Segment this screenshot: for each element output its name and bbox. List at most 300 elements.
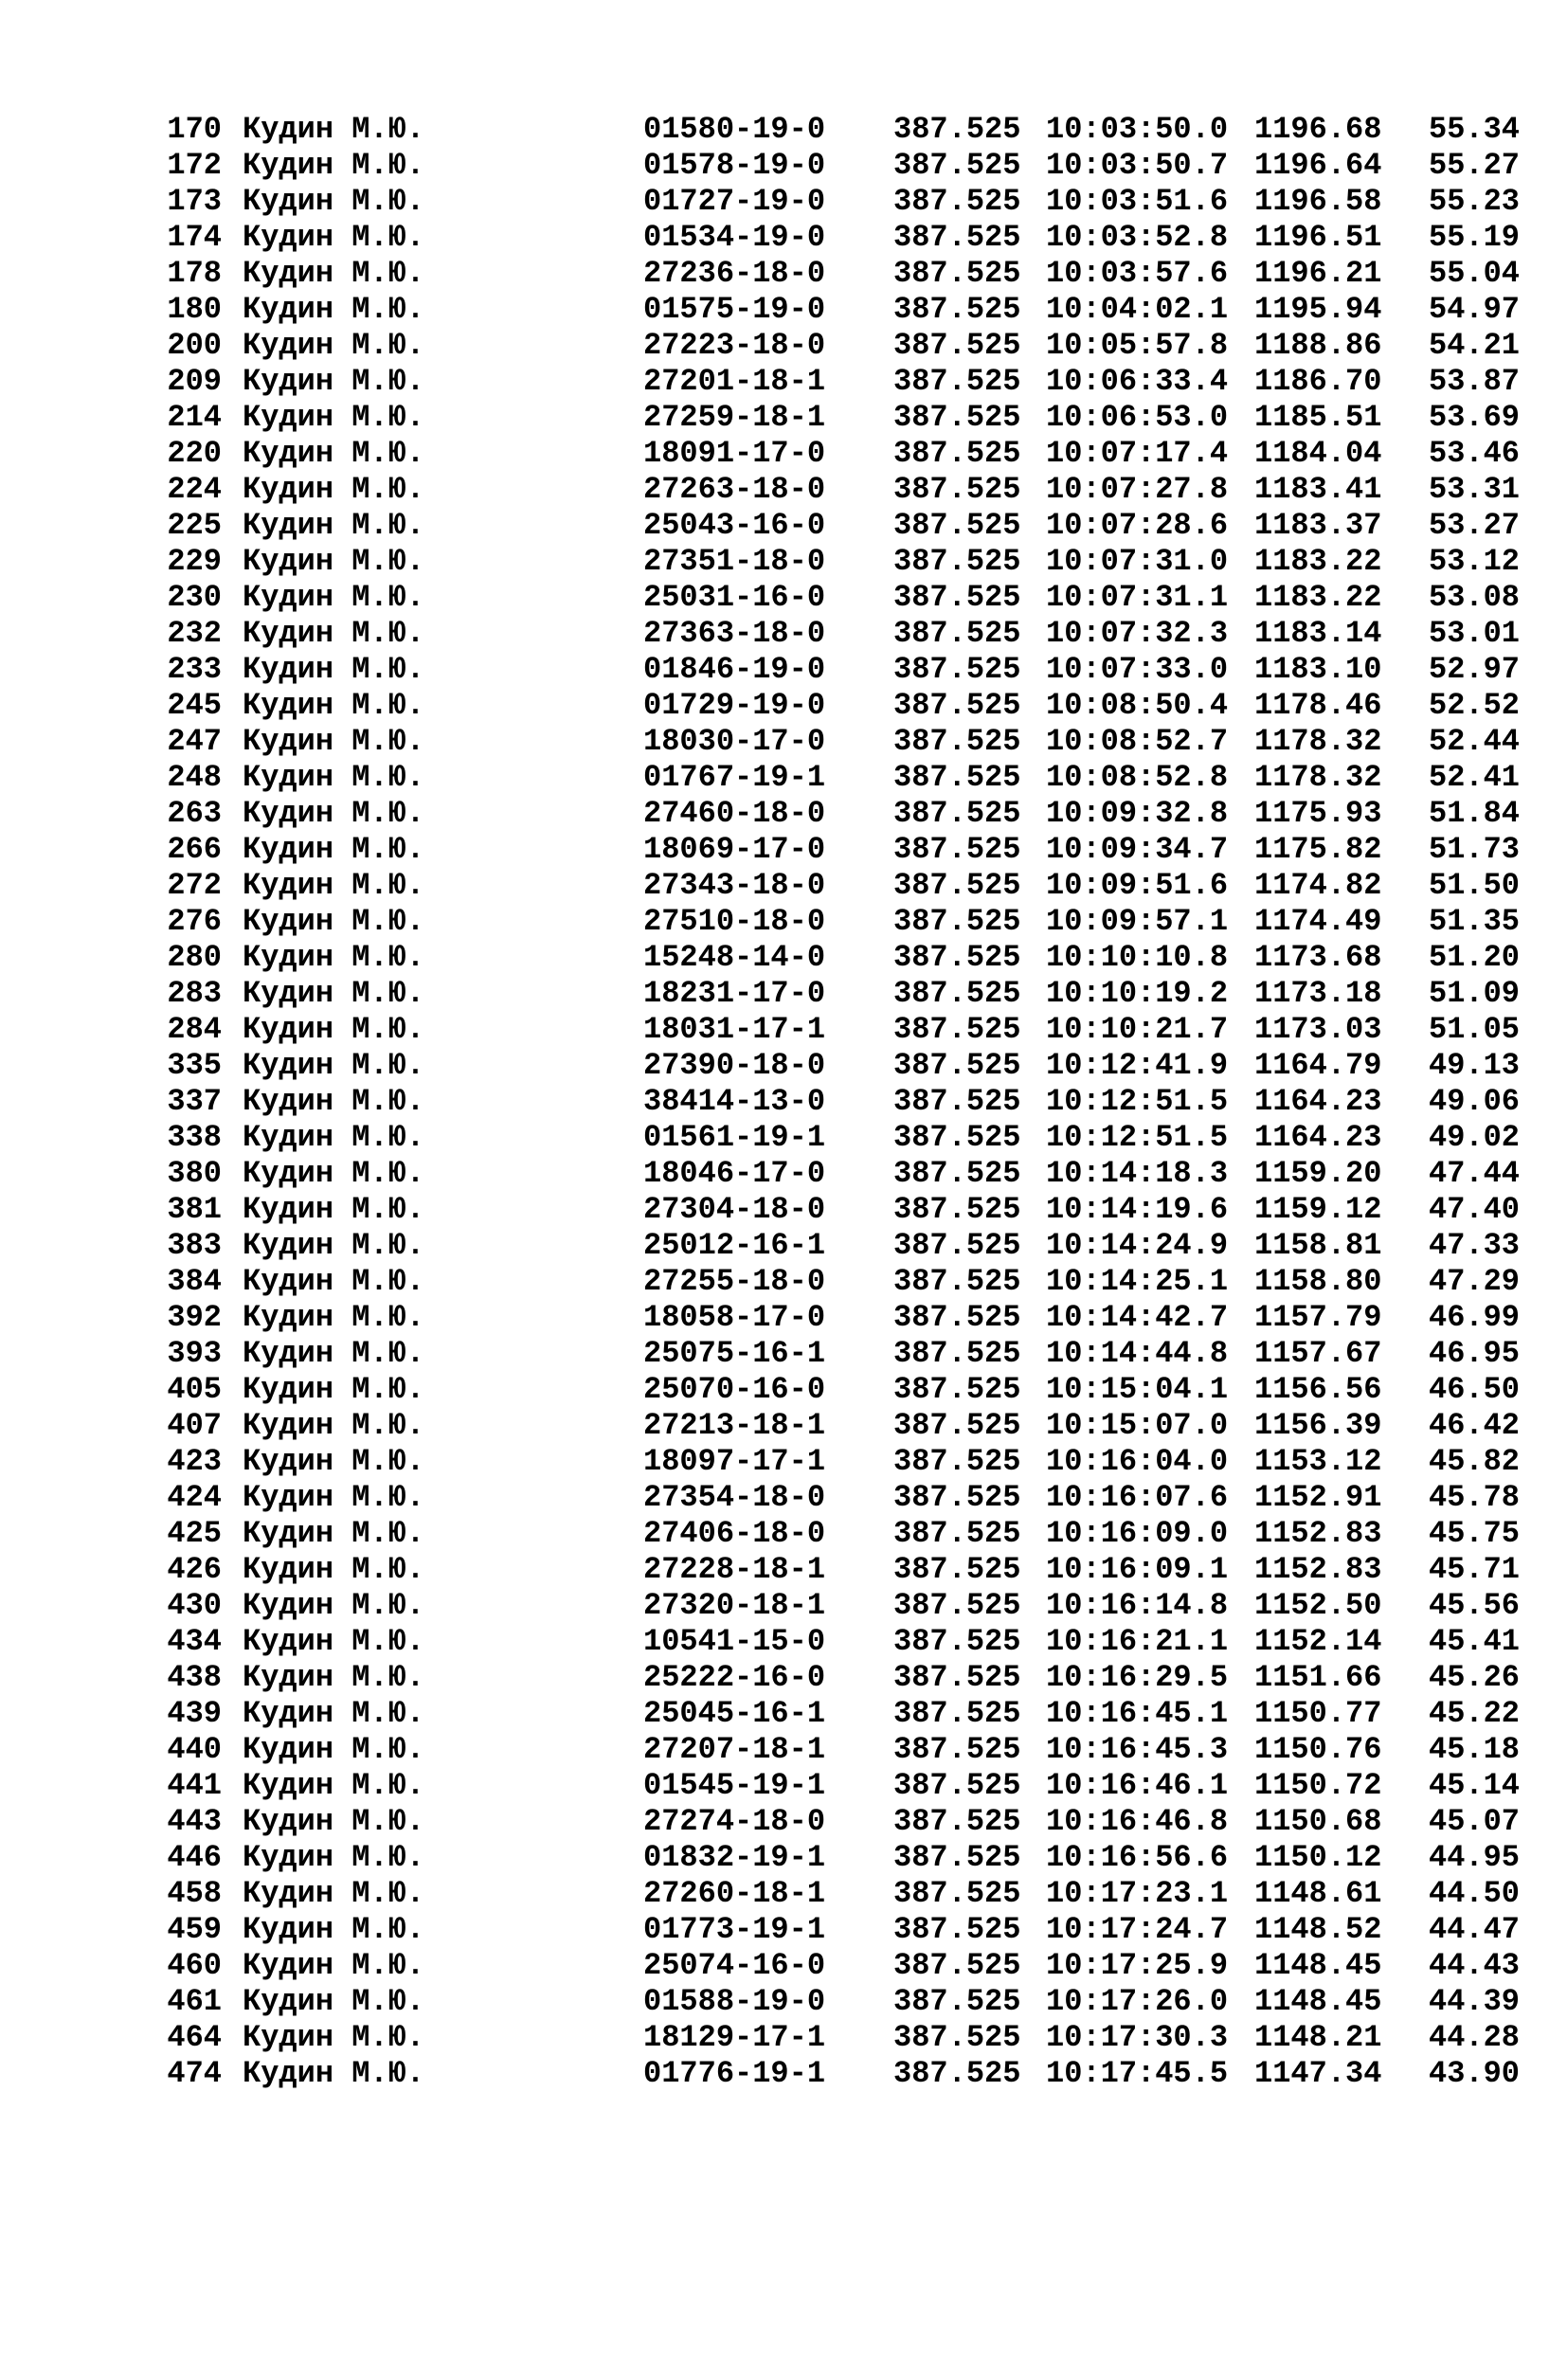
position-cell: 200 [167,328,222,363]
position-cell: 474 [167,2056,222,2091]
ring-code-cell: 25074-16-0 [643,1948,826,1983]
speed-cell: 1183.37 [1254,508,1382,543]
position-cell: 245 [167,688,222,723]
points-cell: 45.78 [1428,1480,1520,1515]
speed-cell: 1150.76 [1254,1732,1382,1767]
distance-cell: 387.525 [893,2020,1021,2055]
name-cell: Кудин М.Ю. [243,1984,425,2019]
arrival-time-cell: 10:16:45.1 [1046,1696,1229,1731]
points-cell: 51.84 [1428,796,1520,831]
arrival-time-cell: 10:07:31.0 [1046,544,1229,579]
speed-cell: 1148.52 [1254,1912,1382,1947]
arrival-time-cell: 10:16:09.0 [1046,1516,1229,1551]
arrival-time-cell: 10:03:50.7 [1046,148,1229,183]
result-row [163,544,1537,580]
result-row [163,184,1537,220]
ring-code-cell: 01846-19-0 [643,652,826,687]
result-row [163,1336,1537,1372]
speed-cell: 1152.50 [1254,1588,1382,1623]
name-cell: Кудин М.Ю. [243,832,425,867]
arrival-time-cell: 10:17:24.7 [1046,1912,1229,1947]
name-cell: Кудин М.Ю. [243,292,425,327]
result-row [163,2056,1537,2092]
arrival-time-cell: 10:10:21.7 [1046,1012,1229,1047]
points-cell: 45.07 [1428,1804,1520,1839]
points-cell: 51.05 [1428,1012,1520,1047]
speed-cell: 1183.22 [1254,580,1382,615]
position-cell: 170 [167,112,222,147]
arrival-time-cell: 10:17:30.3 [1046,2020,1229,2055]
speed-cell: 1158.80 [1254,1264,1382,1299]
speed-cell: 1174.49 [1254,904,1382,939]
arrival-time-cell: 10:15:04.1 [1046,1372,1229,1407]
name-cell: Кудин М.Ю. [243,544,425,579]
name-cell: Кудин М.Ю. [243,1768,425,1803]
position-cell: 248 [167,760,222,795]
speed-cell: 1183.41 [1254,472,1382,507]
points-cell: 47.40 [1428,1192,1520,1227]
distance-cell: 387.525 [893,1192,1021,1227]
points-cell: 45.75 [1428,1516,1520,1551]
distance-cell: 387.525 [893,292,1021,327]
position-cell: 180 [167,292,222,327]
distance-cell: 387.525 [893,1624,1021,1659]
distance-cell: 387.525 [893,688,1021,723]
ring-code-cell: 25043-16-0 [643,508,826,543]
speed-cell: 1151.66 [1254,1660,1382,1695]
result-row [163,292,1537,328]
name-cell: Кудин М.Ю. [243,1408,425,1443]
name-cell: Кудин М.Ю. [243,436,425,471]
ring-code-cell: 27228-18-1 [643,1552,826,1587]
name-cell: Кудин М.Ю. [243,1156,425,1191]
arrival-time-cell: 10:17:45.5 [1046,2056,1229,2091]
ring-code-cell: 01578-19-0 [643,148,826,183]
result-row [163,112,1537,148]
result-row [163,256,1537,292]
position-cell: 446 [167,1840,222,1875]
distance-cell: 387.525 [893,1156,1021,1191]
speed-cell: 1150.72 [1254,1768,1382,1803]
arrival-time-cell: 10:17:23.1 [1046,1876,1229,1911]
ring-code-cell: 27320-18-1 [643,1588,826,1623]
arrival-time-cell: 10:03:52.8 [1046,220,1229,255]
arrival-time-cell: 10:15:07.0 [1046,1408,1229,1443]
results-list [163,112,1537,2092]
ring-code-cell: 18058-17-0 [643,1300,826,1335]
points-cell: 51.50 [1428,868,1520,903]
arrival-time-cell: 10:14:19.6 [1046,1192,1229,1227]
position-cell: 266 [167,832,222,867]
name-cell: Кудин М.Ю. [243,184,425,219]
position-cell: 230 [167,580,222,615]
speed-cell: 1184.04 [1254,436,1382,471]
position-cell: 439 [167,1696,222,1731]
position-cell: 393 [167,1336,222,1371]
result-row [163,1732,1537,1768]
arrival-time-cell: 10:16:46.8 [1046,1804,1229,1839]
arrival-time-cell: 10:05:57.8 [1046,328,1229,363]
arrival-time-cell: 10:03:51.6 [1046,184,1229,219]
distance-cell: 387.525 [893,868,1021,903]
name-cell: Кудин М.Ю. [243,364,425,399]
speed-cell: 1196.58 [1254,184,1382,219]
distance-cell: 387.525 [893,436,1021,471]
distance-cell: 387.525 [893,1228,1021,1263]
arrival-time-cell: 10:16:21.1 [1046,1624,1229,1659]
arrival-time-cell: 10:08:50.4 [1046,688,1229,723]
speed-cell: 1174.82 [1254,868,1382,903]
name-cell: Кудин М.Ю. [243,796,425,831]
position-cell: 247 [167,724,222,759]
speed-cell: 1185.51 [1254,400,1382,435]
speed-cell: 1183.22 [1254,544,1382,579]
points-cell: 44.47 [1428,1912,1520,1947]
arrival-time-cell: 10:07:33.0 [1046,652,1229,687]
points-cell: 51.20 [1428,940,1520,975]
name-cell: Кудин М.Ю. [243,1048,425,1083]
points-cell: 49.13 [1428,1048,1520,1083]
name-cell: Кудин М.Ю. [243,1084,425,1119]
points-cell: 53.01 [1428,616,1520,651]
distance-cell: 387.525 [893,1408,1021,1443]
name-cell: Кудин М.Ю. [243,760,425,795]
arrival-time-cell: 10:07:28.6 [1046,508,1229,543]
ring-code-cell: 01727-19-0 [643,184,826,219]
result-row [163,832,1537,868]
speed-cell: 1148.61 [1254,1876,1382,1911]
ring-code-cell: 27207-18-1 [643,1732,826,1767]
distance-cell: 387.525 [893,1480,1021,1515]
arrival-time-cell: 10:14:42.7 [1046,1300,1229,1335]
arrival-time-cell: 10:16:45.3 [1046,1732,1229,1767]
result-row [163,1084,1537,1120]
distance-cell: 387.525 [893,976,1021,1011]
position-cell: 459 [167,1912,222,1947]
name-cell: Кудин М.Ю. [243,220,425,255]
ring-code-cell: 01767-19-1 [643,760,826,795]
ring-code-cell: 18091-17-0 [643,436,826,471]
points-cell: 55.27 [1428,148,1520,183]
points-cell: 47.29 [1428,1264,1520,1299]
result-row [163,400,1537,436]
ring-code-cell: 27304-18-0 [643,1192,826,1227]
result-row [163,1552,1537,1588]
ring-code-cell: 25012-16-1 [643,1228,826,1263]
result-row [163,1480,1537,1516]
points-cell: 55.23 [1428,184,1520,219]
ring-code-cell: 01773-19-1 [643,1912,826,1947]
distance-cell: 387.525 [893,148,1021,183]
name-cell: Кудин М.Ю. [243,1336,425,1371]
result-row [163,1192,1537,1228]
position-cell: 225 [167,508,222,543]
points-cell: 44.50 [1428,1876,1520,1911]
name-cell: Кудин М.Ю. [243,1804,425,1839]
speed-cell: 1173.03 [1254,1012,1382,1047]
arrival-time-cell: 10:06:33.4 [1046,364,1229,399]
name-cell: Кудин М.Ю. [243,1192,425,1227]
distance-cell: 387.525 [893,1336,1021,1371]
result-row [163,1840,1537,1876]
speed-cell: 1178.32 [1254,724,1382,759]
position-cell: 423 [167,1444,222,1479]
speed-cell: 1157.67 [1254,1336,1382,1371]
speed-cell: 1152.83 [1254,1516,1382,1551]
ring-code-cell: 01534-19-0 [643,220,826,255]
name-cell: Кудин М.Ю. [243,1444,425,1479]
points-cell: 49.02 [1428,1120,1520,1155]
result-row [163,1444,1537,1480]
result-row [163,508,1537,544]
distance-cell: 387.525 [893,1120,1021,1155]
arrival-time-cell: 10:03:57.6 [1046,256,1229,291]
result-row [163,1516,1537,1552]
arrival-time-cell: 10:07:31.1 [1046,580,1229,615]
points-cell: 53.27 [1428,508,1520,543]
ring-code-cell: 01588-19-0 [643,1984,826,2019]
speed-cell: 1175.93 [1254,796,1382,831]
position-cell: 276 [167,904,222,939]
distance-cell: 387.525 [893,328,1021,363]
result-row [163,364,1537,400]
distance-cell: 387.525 [893,1948,1021,1983]
result-row [163,976,1537,1012]
name-cell: Кудин М.Ю. [243,724,425,759]
position-cell: 434 [167,1624,222,1659]
result-row [163,220,1537,256]
points-cell: 46.42 [1428,1408,1520,1443]
ring-code-cell: 27363-18-0 [643,616,826,651]
distance-cell: 387.525 [893,1804,1021,1839]
points-cell: 44.39 [1428,1984,1520,2019]
name-cell: Кудин М.Ю. [243,1840,425,1875]
name-cell: Кудин М.Ю. [243,472,425,507]
ring-code-cell: 25045-16-1 [643,1696,826,1731]
position-cell: 284 [167,1012,222,1047]
points-cell: 52.44 [1428,724,1520,759]
distance-cell: 387.525 [893,112,1021,147]
result-row [163,868,1537,904]
position-cell: 178 [167,256,222,291]
distance-cell: 387.525 [893,220,1021,255]
distance-cell: 387.525 [893,724,1021,759]
arrival-time-cell: 10:10:19.2 [1046,976,1229,1011]
points-cell: 53.87 [1428,364,1520,399]
speed-cell: 1195.94 [1254,292,1382,327]
points-cell: 43.90 [1428,2056,1520,2091]
position-cell: 263 [167,796,222,831]
points-cell: 55.19 [1428,220,1520,255]
ring-code-cell: 27236-18-0 [643,256,826,291]
speed-cell: 1150.77 [1254,1696,1382,1731]
arrival-time-cell: 10:06:53.0 [1046,400,1229,435]
name-cell: Кудин М.Ю. [243,1588,425,1623]
ring-code-cell: 27263-18-0 [643,472,826,507]
ring-code-cell: 01561-19-1 [643,1120,826,1155]
name-cell: Кудин М.Ю. [243,1012,425,1047]
arrival-time-cell: 10:14:18.3 [1046,1156,1229,1191]
arrival-time-cell: 10:09:34.7 [1046,832,1229,867]
name-cell: Кудин М.Ю. [243,868,425,903]
name-cell: Кудин М.Ю. [243,1516,425,1551]
points-cell: 51.35 [1428,904,1520,939]
ring-code-cell: 27354-18-0 [643,1480,826,1515]
result-row [163,148,1537,184]
points-cell: 52.97 [1428,652,1520,687]
name-cell: Кудин М.Ю. [243,1120,425,1155]
arrival-time-cell: 10:16:56.6 [1046,1840,1229,1875]
result-row [163,1768,1537,1804]
name-cell: Кудин М.Ю. [243,508,425,543]
points-cell: 44.28 [1428,2020,1520,2055]
distance-cell: 387.525 [893,1552,1021,1587]
speed-cell: 1156.39 [1254,1408,1382,1443]
position-cell: 426 [167,1552,222,1587]
arrival-time-cell: 10:17:26.0 [1046,1984,1229,2019]
position-cell: 337 [167,1084,222,1119]
distance-cell: 387.525 [893,1084,1021,1119]
name-cell: Кудин М.Ю. [243,1624,425,1659]
speed-cell: 1153.12 [1254,1444,1382,1479]
speed-cell: 1148.21 [1254,2020,1382,2055]
result-row [163,1660,1537,1696]
name-cell: Кудин М.Ю. [243,328,425,363]
arrival-time-cell: 10:14:25.1 [1046,1264,1229,1299]
distance-cell: 387.525 [893,904,1021,939]
speed-cell: 1183.14 [1254,616,1382,651]
points-cell: 55.04 [1428,256,1520,291]
points-cell: 45.56 [1428,1588,1520,1623]
position-cell: 172 [167,148,222,183]
points-cell: 45.82 [1428,1444,1520,1479]
ring-code-cell: 27390-18-0 [643,1048,826,1083]
arrival-time-cell: 10:07:17.4 [1046,436,1229,471]
arrival-time-cell: 10:12:51.5 [1046,1084,1229,1119]
distance-cell: 387.525 [893,364,1021,399]
ring-code-cell: 18031-17-1 [643,1012,826,1047]
speed-cell: 1178.46 [1254,688,1382,723]
name-cell: Кудин М.Ю. [243,1228,425,1263]
speed-cell: 1173.18 [1254,976,1382,1011]
position-cell: 272 [167,868,222,903]
result-row [163,1048,1537,1084]
ring-code-cell: 27223-18-0 [643,328,826,363]
speed-cell: 1164.23 [1254,1084,1382,1119]
name-cell: Кудин М.Ю. [243,940,425,975]
name-cell: Кудин М.Ю. [243,1912,425,1947]
points-cell: 45.22 [1428,1696,1520,1731]
result-row [163,724,1537,760]
position-cell: 430 [167,1588,222,1623]
arrival-time-cell: 10:08:52.7 [1046,724,1229,759]
points-cell: 45.71 [1428,1552,1520,1587]
result-row [163,760,1537,796]
result-row [163,1588,1537,1624]
speed-cell: 1152.14 [1254,1624,1382,1659]
speed-cell: 1150.12 [1254,1840,1382,1875]
position-cell: 438 [167,1660,222,1695]
position-cell: 464 [167,2020,222,2055]
ring-code-cell: 27406-18-0 [643,1516,826,1551]
distance-cell: 387.525 [893,652,1021,687]
position-cell: 381 [167,1192,222,1227]
position-cell: 209 [167,364,222,399]
speed-cell: 1175.82 [1254,832,1382,867]
ring-code-cell: 27343-18-0 [643,868,826,903]
arrival-time-cell: 10:09:57.1 [1046,904,1229,939]
arrival-time-cell: 10:07:27.8 [1046,472,1229,507]
result-row [163,688,1537,724]
name-cell: Кудин М.Ю. [243,904,425,939]
speed-cell: 1156.56 [1254,1372,1382,1407]
arrival-time-cell: 10:04:02.1 [1046,292,1229,327]
result-row [163,1228,1537,1264]
result-row [163,1012,1537,1048]
position-cell: 441 [167,1768,222,1803]
distance-cell: 387.525 [893,1768,1021,1803]
result-row [163,940,1537,976]
ring-code-cell: 01832-19-1 [643,1840,826,1875]
points-cell: 51.73 [1428,832,1520,867]
distance-cell: 387.525 [893,1516,1021,1551]
name-cell: Кудин М.Ю. [243,2020,425,2055]
position-cell: 335 [167,1048,222,1083]
arrival-time-cell: 10:03:50.0 [1046,112,1229,147]
ring-code-cell: 18069-17-0 [643,832,826,867]
name-cell: Кудин М.Ю. [243,1696,425,1731]
name-cell: Кудин М.Ю. [243,580,425,615]
name-cell: Кудин М.Ю. [243,652,425,687]
ring-code-cell: 27460-18-0 [643,796,826,831]
points-cell: 47.33 [1428,1228,1520,1263]
ring-code-cell: 38414-13-0 [643,1084,826,1119]
speed-cell: 1164.23 [1254,1120,1382,1155]
result-row [163,1804,1537,1840]
ring-code-cell: 18030-17-0 [643,724,826,759]
position-cell: 383 [167,1228,222,1263]
speed-cell: 1152.83 [1254,1552,1382,1587]
name-cell: Кудин М.Ю. [243,1660,425,1695]
distance-cell: 387.525 [893,508,1021,543]
speed-cell: 1196.68 [1254,112,1382,147]
ring-code-cell: 01545-19-1 [643,1768,826,1803]
distance-cell: 387.525 [893,1696,1021,1731]
name-cell: Кудин М.Ю. [243,1732,425,1767]
position-cell: 173 [167,184,222,219]
position-cell: 424 [167,1480,222,1515]
ring-code-cell: 27255-18-0 [643,1264,826,1299]
position-cell: 232 [167,616,222,651]
points-cell: 52.52 [1428,688,1520,723]
points-cell: 46.50 [1428,1372,1520,1407]
speed-cell: 1148.45 [1254,1984,1382,2019]
result-row [163,1156,1537,1192]
points-cell: 47.44 [1428,1156,1520,1191]
speed-cell: 1157.79 [1254,1300,1382,1335]
result-row [163,1372,1537,1408]
points-cell: 55.34 [1428,112,1520,147]
speed-cell: 1150.68 [1254,1804,1382,1839]
arrival-time-cell: 10:17:25.9 [1046,1948,1229,1983]
distance-cell: 387.525 [893,256,1021,291]
points-cell: 51.09 [1428,976,1520,1011]
arrival-time-cell: 10:16:46.1 [1046,1768,1229,1803]
ring-code-cell: 25031-16-0 [643,580,826,615]
result-row [163,616,1537,652]
result-row [163,904,1537,940]
name-cell: Кудин М.Ю. [243,976,425,1011]
